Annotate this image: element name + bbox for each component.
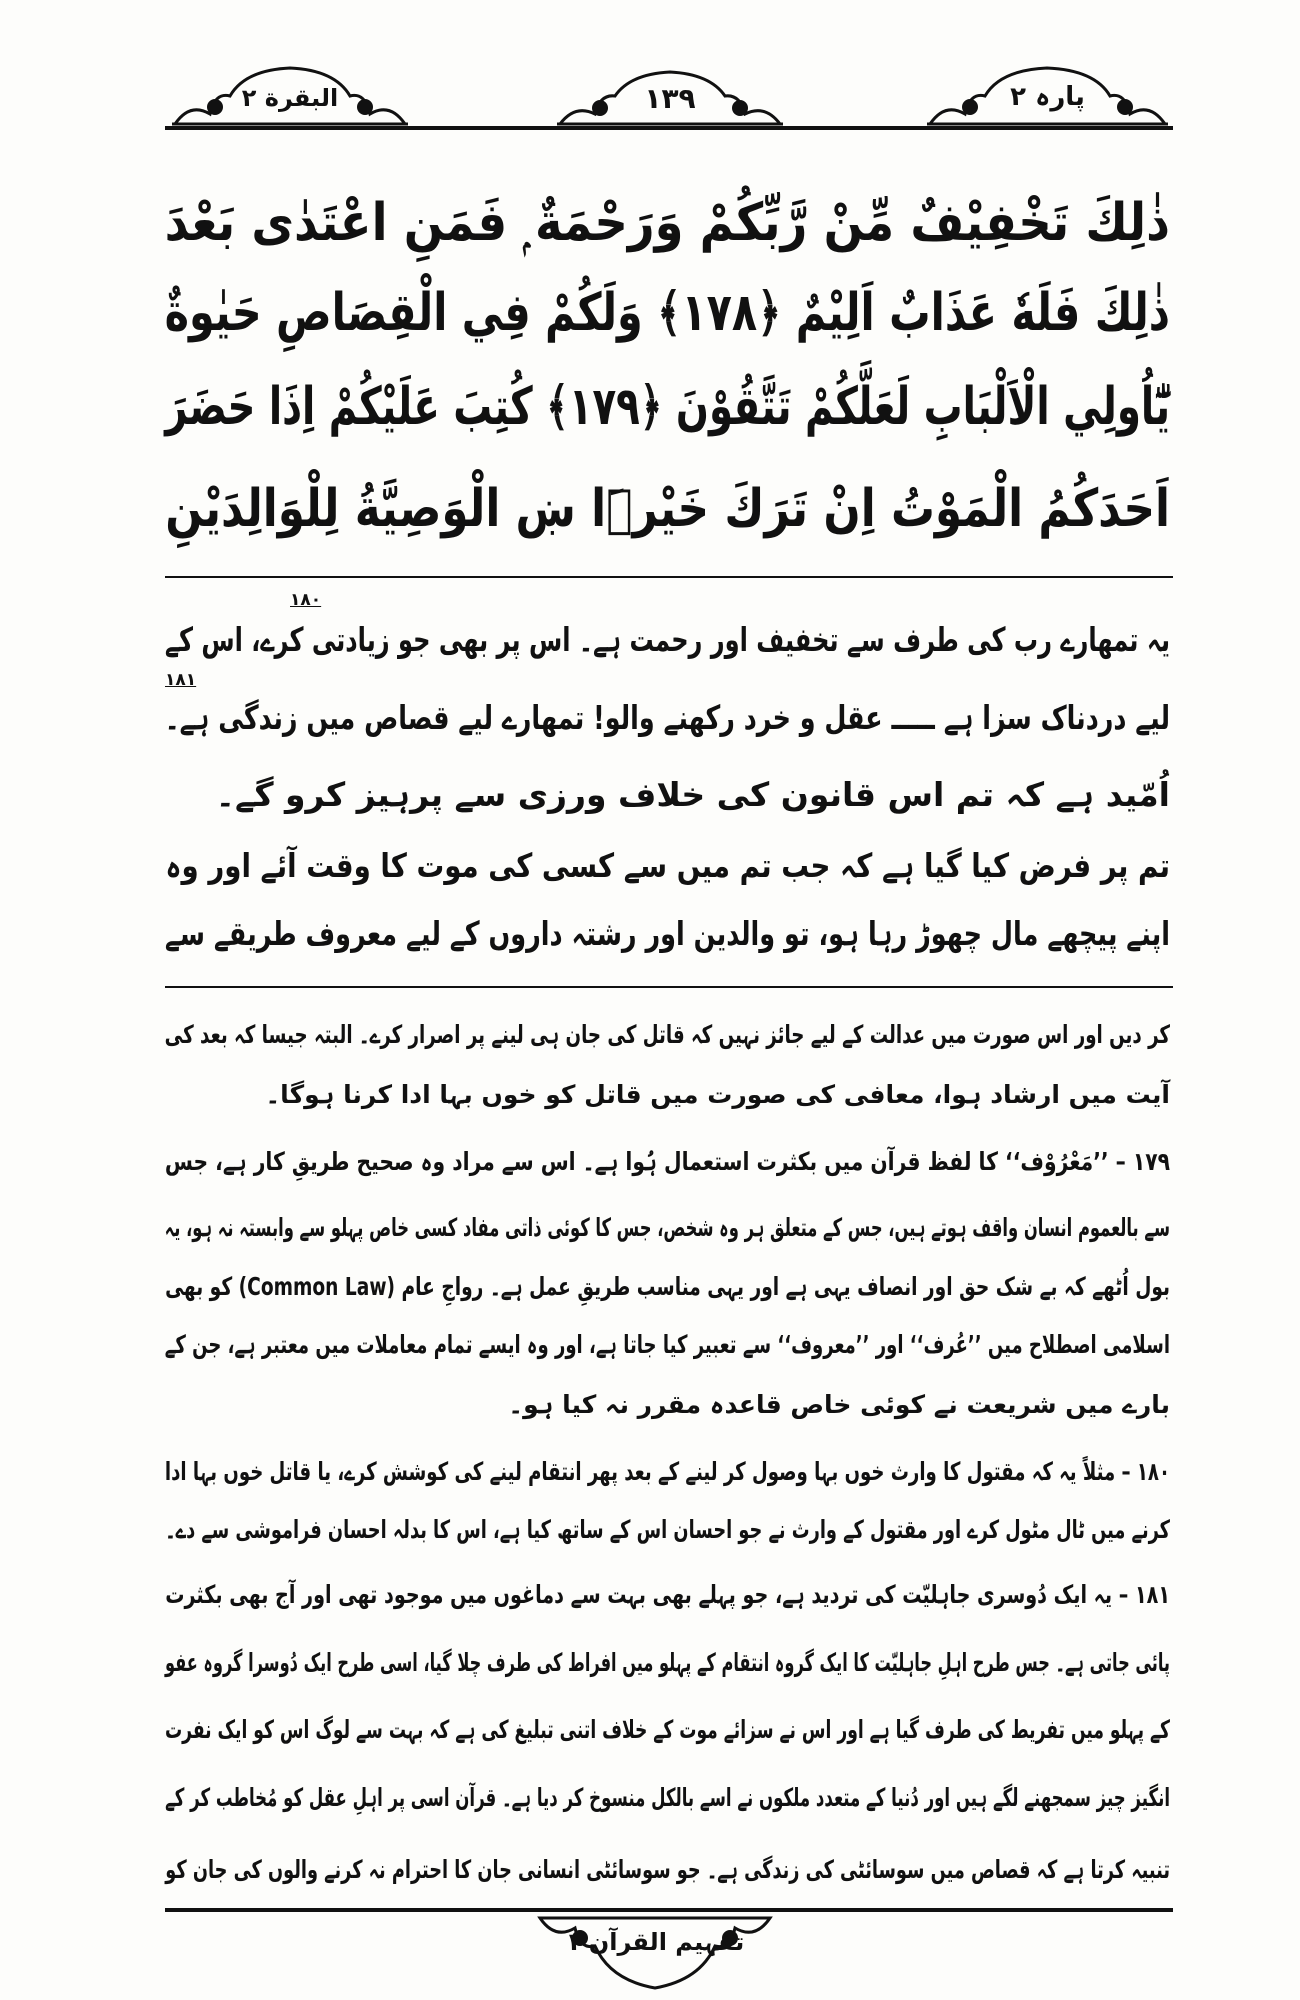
translation-line: اپنے پیچھے مال چھوڑ رہا ہو، تو والدین اور رشتہ داروں کے لیے معروف طریقے سے [164, 914, 1171, 953]
translation-line: لیے دردناک سزا ہے ـــــ عقل و خرد رکھنے والو! تمھارے لیے قصاص میں زندگی ہے۔ [164, 698, 1170, 737]
page-number: ۱۳۹ [644, 82, 696, 115]
footnote-line: بول اُٹھے کہ بے شک حق اور انصاف یہی ہے اور یہی مناسب طریقِ عمل ہے۔ رواجِ عام (Common Law) کو بھی [165, 1272, 1170, 1301]
surah-name: البقرة ۲ [241, 84, 339, 112]
footnote-line: پائی جاتی ہے۔ جس طرح اہلِ جاہلیّت کا ایک گروہ انتقام کے پہلو میں افراط کی طرف چلا گیا، اسی طرح ایک دُوسرا گروہ عفو [164, 1648, 1171, 1677]
footnote-line: اسلامی اصطلاح میں ’’عُرف‘‘ اور ’’معروف‘‘ سے تعبیر کیا جاتا ہے، اور وہ ایسے تمام معاملات میں معتبر ہے، جن کے [164, 1330, 1170, 1359]
footnote-line: انگیز چیز سمجھنے لگے ہیں اور دُنیا کے متعدد ملکوں نے اسے بالکل منسوخ کر دیا ہے۔ قرآن اسی پر اہلِ عقل کو مُخاطب کر کے [165, 1783, 1170, 1812]
translation-rule [165, 986, 1173, 988]
translation-line: اُمّید ہے کہ تم اس قانون کی خلاف ورزی سے پرہیز کرو گے۔ [215, 775, 1170, 814]
para-number: پارہ ۲ [1010, 82, 1085, 112]
footer-rule [165, 1908, 1173, 1912]
footnote-ref-181: ۱۸۱ [165, 670, 197, 690]
surah-name-cartouche [170, 62, 410, 126]
quran-line: ذٰلِكَ فَلَهٗ عَذَابٌ اَلِيْمٌ ﴿۱۷۸﴾ وَلَكُمْ فِي الْقِصَاصِ حَيٰوةٌ [164, 283, 1170, 343]
footnote-line: ۱۷۹ – ’’مَعْرُوْف‘‘ کا لفظ قرآن میں بکثرت استعمال ہُوا ہے۔ اس سے مراد وہ صحیح طریقِ کار ہے، جس [164, 1147, 1170, 1176]
footnote-line: آیت میں ارشاد ہوا، معافی کی صورت میں قاتل کو خوں بہا ادا کرنا ہوگا۔ [265, 1080, 1170, 1109]
footnote-line: تنبیہ کرتا ہے کہ قصاص میں سوسائٹی کی زندگی ہے۔ جو سوسائٹی انسانی جان کا احترام نہ کرنے والوں کی جان کو [165, 1855, 1170, 1884]
book-title-cartouche [535, 1914, 775, 1992]
footnote-line: سے بالعموم انسان واقف ہوتے ہیں، جس کے متعلق ہر وہ شخص، جس کا کوئی ذاتی مفاد کسی خاص پہلو سے وابستہ نہ ہو، یہ [164, 1213, 1170, 1242]
footnote-line: کے پہلو میں تفریط کی طرف گیا ہے اور اس نے سزائے موت کے خلاف اتنی تبلیغ کی ہے کہ بہت سے لوگ اس کو ایک نفرت [164, 1715, 1170, 1744]
footnote-line: کر دیں اور اس صورت میں عدالت کے لیے جائز نہیں کہ قاتل کی جان ہی لینے پر اصرار کرے۔ البتہ جیسا کہ بعد کی [164, 1020, 1170, 1049]
footnote-line: ۱۸۱ – یہ ایک دُوسری جاہلیّت کی تردید ہے، جو پہلے بھی بہت سے دماغوں میں موجود تھی اور آج بھی بکثرت [165, 1580, 1170, 1609]
translation-line: یہ تمھارے رب کی طرف سے تخفیف اور رحمت ہے۔ اس پر بھی جو زیادتی کرے، اس کے [164, 620, 1170, 659]
footnote-line: ۱۸۰ – مثلاً یہ کہ مقتول کا وارث خوں بہا وصول کر لینے کے بعد پھر انتقام لینے کی کوشش کرے، یا قاتل خوں بہا ادا [164, 1457, 1170, 1486]
footnote-line: بارے میں شریعت نے کوئی خاص قاعدہ مقرر نہ کیا ہو۔ [508, 1390, 1170, 1419]
header-rule [165, 126, 1173, 130]
translation-line: تم پر فرض کیا گیا ہے کہ جب تم میں سے کسی کی موت کا وقت آئے اور وہ [165, 846, 1171, 885]
quran-rule [165, 576, 1173, 578]
book-title: تفہیم القرآن ۱ [565, 1928, 745, 1956]
footnote-line: کرنے میں ٹال مٹول کرے اور مقتول کے وارث نے جو احسان اس کے ساتھ کیا ہے، اس کا بدلہ احسان فراموشی سے دے۔ [165, 1515, 1170, 1544]
quran-line: يّٰٓاُولِي الْاَلْبَابِ لَعَلَّكُمْ تَتَّقُوْنَ ﴿۱۷۹﴾ كُتِبَ عَلَيْكُمْ اِذَا حَضَرَ [165, 377, 1170, 437]
quran-line: اَحَدَكُمُ الْمَوْتُ اِنْ تَرَكَ خَيْرَۨا ښ الْوَصِيَّةُ لِلْوَالِدَيْنِ [165, 479, 1171, 539]
quran-line: ذٰلِكَ تَخْفِيْفٌ مِّنْ رَّبِّكُمْ وَرَحْمَةٌ ۭ فَمَنِ اعْتَدٰى بَعْدَ [164, 193, 1170, 253]
page-number-cartouche [555, 66, 785, 126]
para-cartouche [925, 62, 1170, 126]
footnote-ref-180: ۱۸۰ [290, 590, 322, 610]
